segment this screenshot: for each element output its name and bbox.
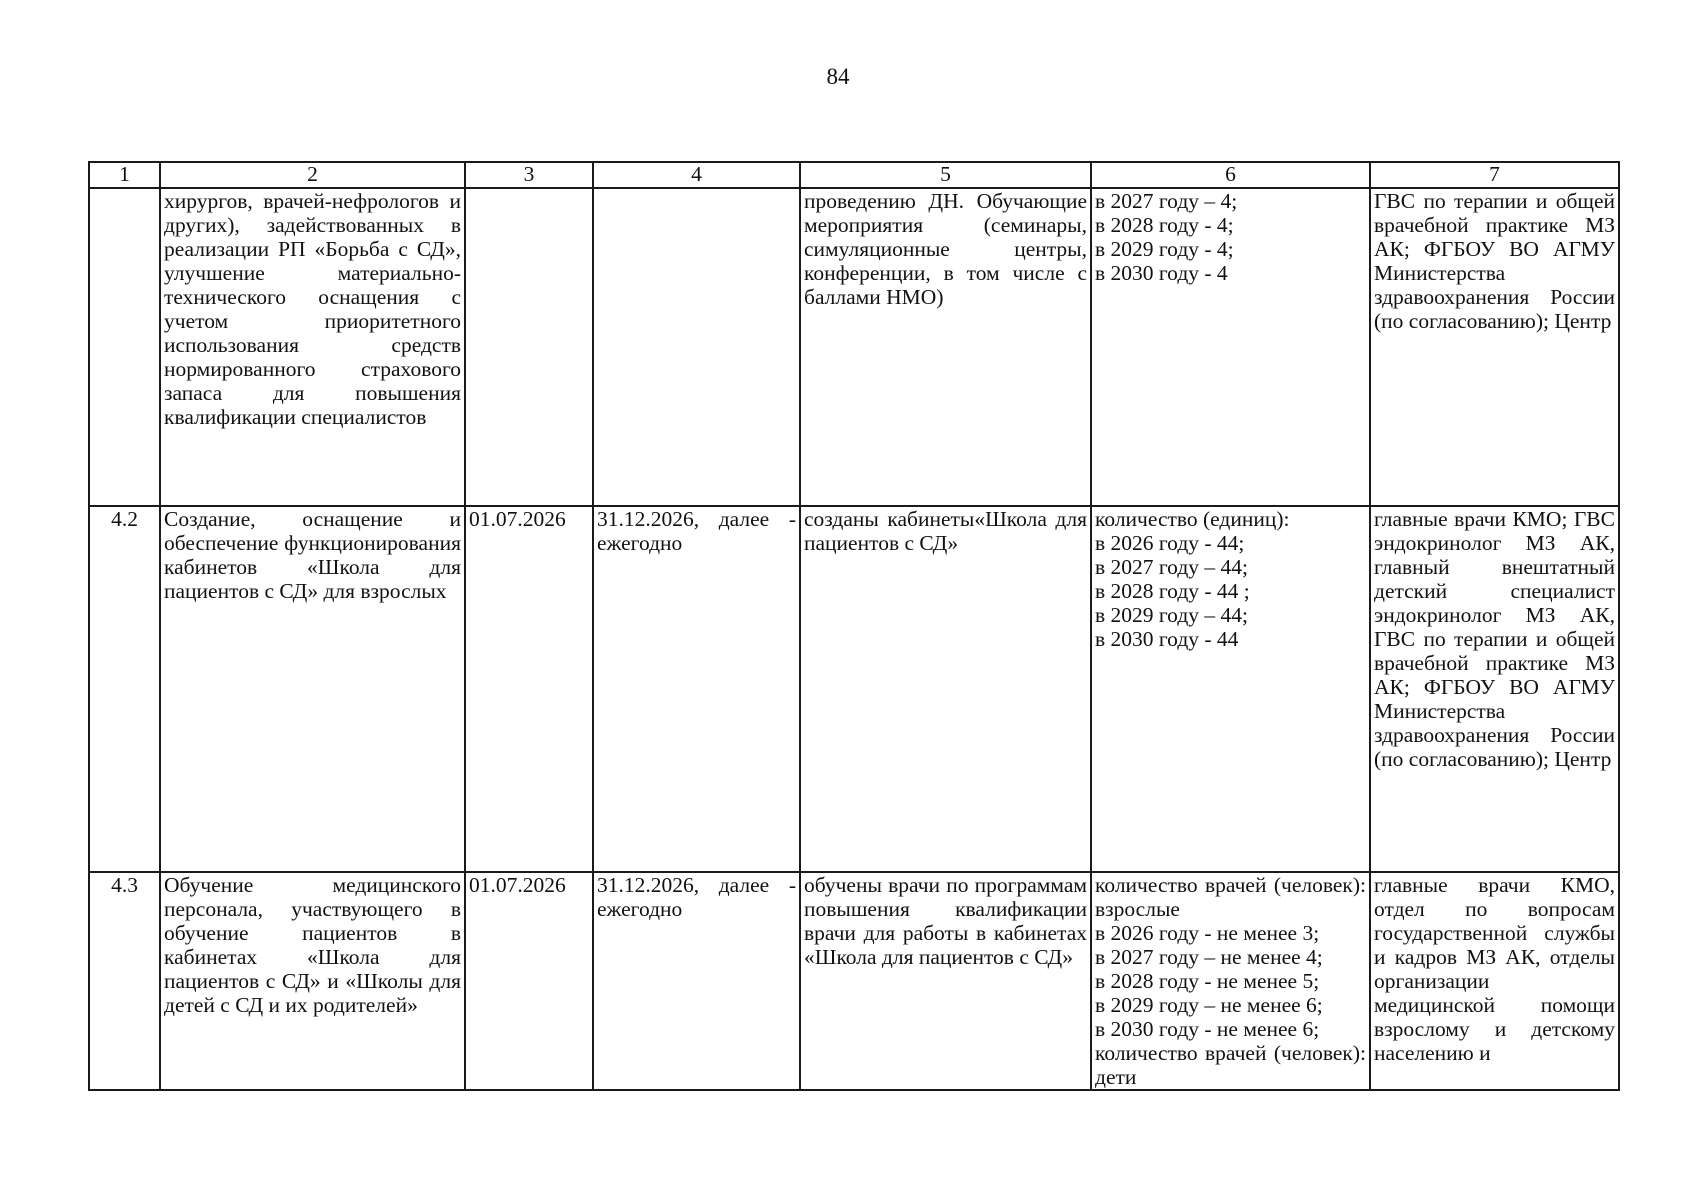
indicator-line: в 2027 году – не менее 4; bbox=[1095, 945, 1323, 969]
indicator-line: в 2026 году - не менее 3; bbox=[1095, 921, 1320, 945]
indicator-line: в 2027 году – 44; bbox=[1095, 555, 1248, 579]
result-cell: созданы кабинеты«Школа для пациентов с СД» bbox=[800, 506, 1091, 872]
end-date-cell: 31.12.2026, далее - ежегодно bbox=[593, 506, 800, 872]
start-date-cell: 01.07.2026 bbox=[465, 872, 593, 1090]
end-date-cell: 31.12.2026, далее - ежегодно bbox=[593, 872, 800, 1090]
column-header-5: 5 bbox=[800, 162, 1091, 188]
indicator-line: в 2029 году – не менее 6; bbox=[1095, 993, 1323, 1017]
indicator-line: в 2030 году - 4 bbox=[1095, 261, 1228, 285]
row-number: 4.2 bbox=[89, 506, 160, 872]
column-header-1: 1 bbox=[89, 162, 160, 188]
table-row bbox=[89, 188, 1619, 506]
start-date-cell bbox=[465, 188, 593, 506]
indicator-cell bbox=[1091, 188, 1370, 506]
responsible-cell: ГВС по терапии и общей врачебной практике МЗ АК; ФГБОУ ВО АГМУ Министерства здравоохранения России (по согласованию); Центр bbox=[1370, 188, 1619, 506]
column-header-4: 4 bbox=[593, 162, 800, 188]
activity-cell: Создание, оснащение и обеспечение функционирования кабинетов «Школа для пациентов с СД» для взрослых bbox=[160, 506, 465, 872]
indicator-line: количество врачей (человек): дети bbox=[1095, 1041, 1366, 1089]
row-number: 4.3 bbox=[89, 872, 160, 1090]
responsible-cell: главные врачи КМО, отдел по вопросам государственной службы и кадров МЗ АК, отделы организации медицинской помощи взрослому и детскому населению и bbox=[1370, 872, 1619, 1090]
start-date-cell: 01.07.2026 bbox=[465, 506, 593, 872]
indicator-line: в 2028 году - 4; bbox=[1095, 213, 1234, 237]
indicator-line: в 2029 году - 4; bbox=[1095, 237, 1234, 261]
row-number bbox=[89, 188, 160, 506]
table-row bbox=[89, 872, 1619, 1090]
indicator-cell bbox=[1091, 872, 1370, 1090]
indicator-line: в 2028 году - 44 ; bbox=[1095, 579, 1250, 603]
indicator-line: в 2027 году – 4; bbox=[1095, 189, 1238, 213]
responsible-cell: главные врачи КМО; ГВС эндокринолог МЗ АК, главный внештатный детский специалист эндокринолог МЗ АК, ГВС по терапии и общей врачебной практике МЗ АК; ФГБОУ ВО АГМУ Министерства здравоохранения России (по согласованию); Центр bbox=[1370, 506, 1619, 872]
indicator-line: количество врачей (человек): взрослые bbox=[1095, 873, 1366, 921]
column-header-2: 2 bbox=[160, 162, 465, 188]
table-row bbox=[89, 506, 1619, 872]
column-header-7: 7 bbox=[1370, 162, 1619, 188]
header-row bbox=[89, 162, 1619, 188]
indicator-cell bbox=[1091, 506, 1370, 872]
indicator-line: в 2029 году – 44; bbox=[1095, 603, 1248, 627]
indicator-line: в 2030 году - не менее 6; bbox=[1095, 1017, 1320, 1041]
indicator-line: в 2026 году - 44; bbox=[1095, 531, 1245, 555]
result-cell: проведению ДН. Обучающие мероприятия (семинары, симуляционные центры, конференции, в том числе с баллами НМО) bbox=[800, 188, 1091, 506]
indicator-line: количество (единиц): bbox=[1095, 507, 1290, 531]
indicator-line: в 2028 году - не менее 5; bbox=[1095, 969, 1320, 993]
column-header-3: 3 bbox=[465, 162, 593, 188]
result-cell: обучены врачи по программам повышения квалификации врачи для работы в кабинетах «Школа для пациентов с СД» bbox=[800, 872, 1091, 1090]
activity-cell: Обучение медицинского персонала, участвующего в обучение пациентов в кабинетах «Школа для пациентов с СД» и «Школы для детей с СД и их родителей» bbox=[160, 872, 465, 1090]
page-number: 84 bbox=[826, 64, 850, 89]
indicator-line: в 2030 году - 44 bbox=[1095, 627, 1239, 651]
column-header-6: 6 bbox=[1091, 162, 1370, 188]
activity-cell: хирургов, врачей-нефрологов и других), задействованных в реализации РП «Борьба с СД», улучшение материально-технического оснащения с учетом приоритетного использования средств нормированного страхового запаса для повышения квалификации специалистов bbox=[160, 188, 465, 506]
action-plan-table bbox=[88, 161, 1620, 1091]
end-date-cell bbox=[593, 188, 800, 506]
